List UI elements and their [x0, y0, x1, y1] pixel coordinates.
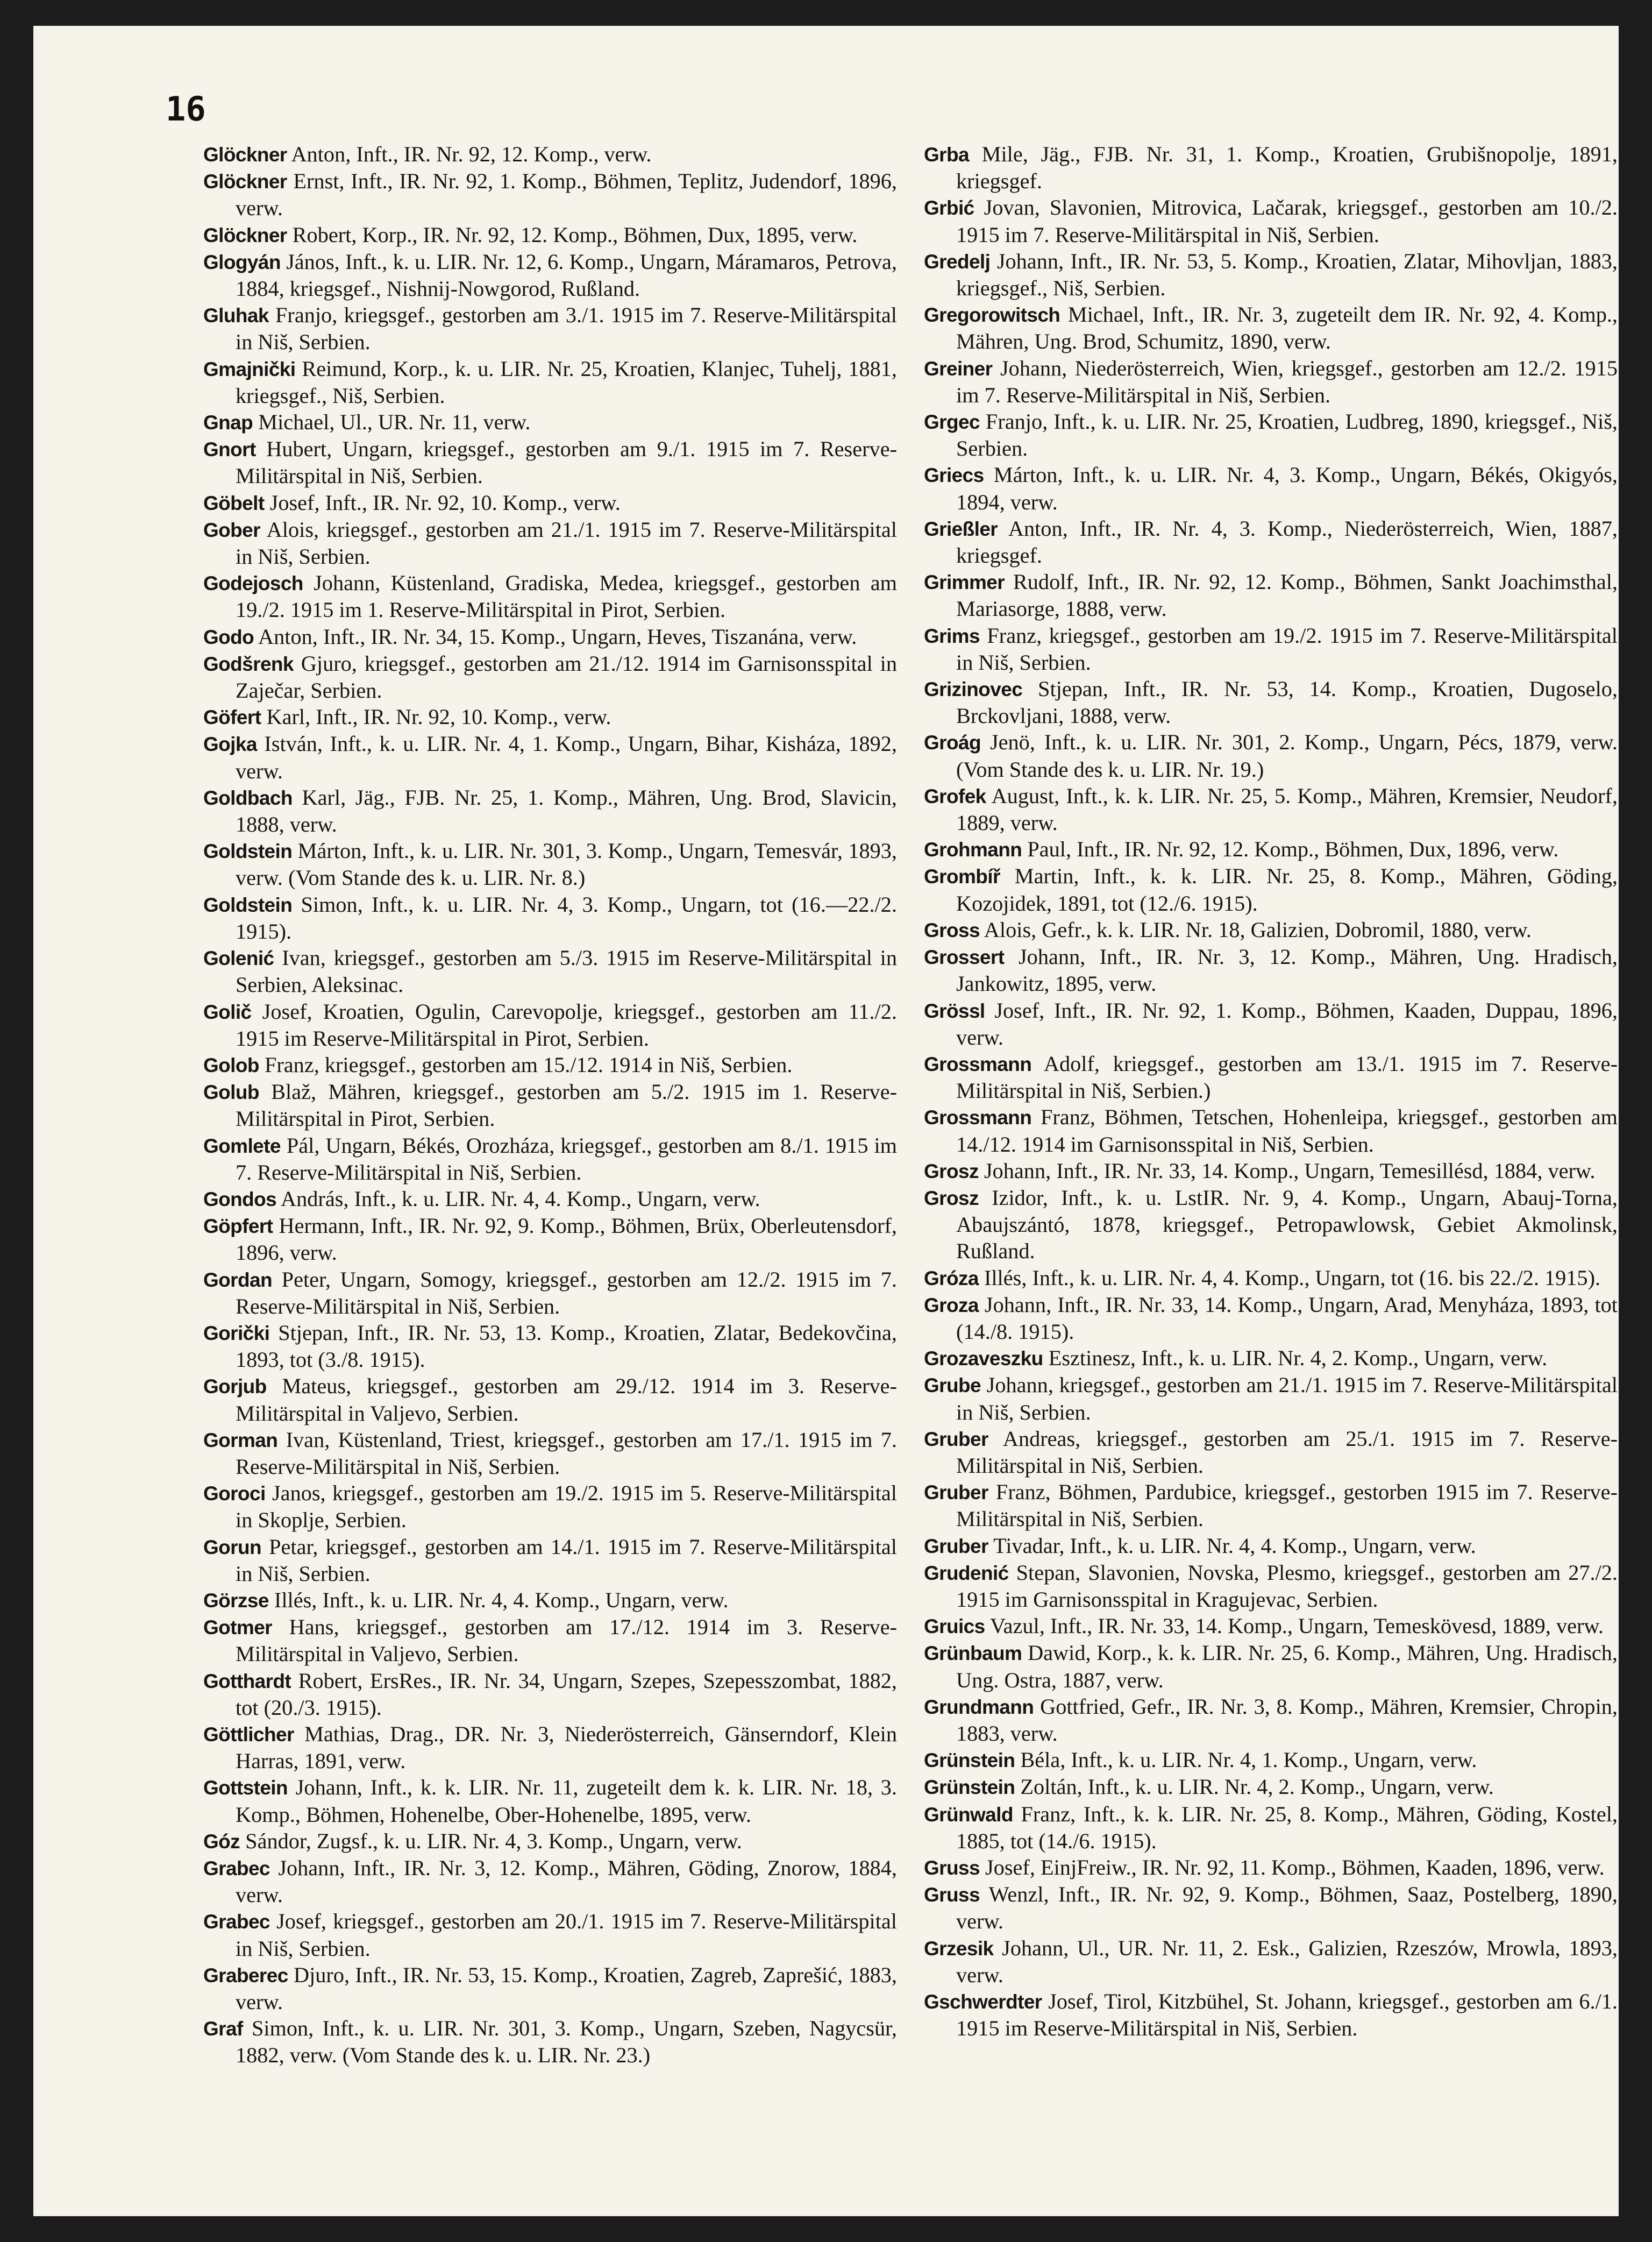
surname: Grba — [924, 144, 969, 166]
list-item — [203, 2015, 897, 2068]
list-item — [203, 945, 897, 998]
entry-details: Zoltán, Inft., k. u. LIR. Nr. 4, 2. Komp., Ungarn, verw. — [1020, 1775, 1494, 1799]
entry-details: Adolf, kriegsgef., gestorben am 13./1. 1915 im 7. Reserve-Militärspital in Niš, Serbien.) — [956, 1051, 1618, 1103]
surname: Gregorowitsch — [924, 304, 1060, 327]
list-item — [924, 1532, 1618, 1559]
list-item — [203, 516, 897, 570]
surname: Grünstein — [924, 1749, 1015, 1772]
list-item — [203, 998, 897, 1052]
entry-details: Sándor, Zugsf., k. u. LIR. Nr. 4, 3. Komp., Ungarn, verw. — [245, 1828, 742, 1853]
list-item — [924, 1773, 1618, 1800]
surname: Golenić — [203, 947, 274, 970]
list-item — [924, 1425, 1618, 1479]
entry-details: August, Inft., k. k. LIR. Nr. 25, 5. Komp., Mähren, Kremsier, Neudorf, 1889, verw. — [956, 783, 1618, 835]
entry-details: Ivan, Küstenland, Triest, kriegsgef., gestorben am 17./1. 1915 im 7. Reserve-Militärspital in Niš, Serbien. — [236, 1427, 897, 1479]
surname: Görzse — [203, 1589, 269, 1612]
surname: Grossmann — [924, 1053, 1032, 1075]
list-item — [203, 1373, 897, 1426]
list-item — [924, 1184, 1618, 1265]
surname: Gmajnički — [203, 358, 296, 380]
list-item — [203, 891, 897, 945]
surname: Grizinovec — [924, 678, 1023, 701]
list-item — [203, 623, 897, 650]
entry-details: Franz, kriegsgef., gestorben am 15./12. 1914 in Niš, Serbien. — [264, 1052, 793, 1077]
surname: Gruber — [924, 1428, 988, 1450]
surname: Golub — [203, 1081, 259, 1104]
surname: Grims — [924, 625, 980, 647]
list-item — [203, 1480, 897, 1533]
entry-details: Josef, Inft., IR. Nr. 92, 1. Komp., Böhmen, Kaaden, Duppau, 1896, verw. — [956, 998, 1618, 1049]
surname: Grünbaum — [924, 1642, 1022, 1665]
entry-details: Josef, kriegsgef., gestorben am 20./1. 1915 im 7. Reserve-Militärspital in Niš, Serbien. — [236, 1909, 897, 1961]
surname: Grosz — [924, 1187, 979, 1209]
surname: Gotmer — [203, 1616, 272, 1639]
list-item — [203, 222, 897, 249]
surname: Glöckner — [203, 144, 287, 166]
list-item — [203, 838, 897, 891]
list-item — [924, 408, 1618, 462]
list-item — [203, 1908, 897, 1961]
entry-details: Wenzl, Inft., IR. Nr. 92, 9. Komp., Böhmen, Saaz, Postelberg, 1890, verw. — [956, 1882, 1618, 1934]
entry-details: Pál, Ungarn, Békés, Orozháza, kriegsgef., gestorben am 8./1. 1915 im 7. Reserve-Militärspital in Niš, Serbien. — [236, 1133, 897, 1184]
surname: Godejosch — [203, 572, 303, 595]
list-item — [203, 1614, 897, 1667]
surname: Góz — [203, 1830, 240, 1853]
list-item — [924, 1988, 1618, 2041]
list-item — [203, 1828, 897, 1855]
surname: Göfert — [203, 706, 261, 729]
right-column — [924, 141, 1618, 2041]
surname: Griecs — [924, 464, 984, 487]
entry-details: János, Inft., k. u. LIR. Nr. 12, 6. Komp., Ungarn, Máramaros, Petrova, 1884, kriegsgef., Nishnij-Nowgorod, Rußland. — [236, 249, 897, 301]
surname: Gnap — [203, 411, 253, 434]
surname: Grosz — [924, 1160, 979, 1182]
list-item — [924, 943, 1618, 997]
entry-details: Mathias, Drag., DR. Nr. 3, Niederösterreich, Gänserndorf, Klein Harras, 1891, verw. — [236, 1721, 897, 1773]
entry-details: Josef, EinjFreiw., IR. Nr. 92, 11. Komp., Böhmen, Kaaden, 1896, verw. — [985, 1855, 1605, 1879]
entry-details: Esztinesz, Inft., k. u. LIR. Nr. 4, 2. Komp., Ungarn, verw. — [1048, 1346, 1548, 1371]
list-item — [924, 355, 1618, 408]
list-item — [203, 1186, 897, 1212]
surname: Gruss — [924, 1857, 980, 1879]
surname: Groza — [924, 1294, 979, 1316]
entry-details: Robert, ErsRes., IR. Nr. 34, Ungarn, Szepes, Szepesszombat, 1882, tot (20./3. 1915). — [236, 1668, 897, 1720]
surname: Gschwerdter — [924, 1991, 1042, 2013]
entry-details: Johann, Küstenland, Gradiska, Medea, kriegsgef., gestorben am 19./2. 1915 im 1. Reserve-Militärspital in Pirot, Serbien. — [236, 571, 897, 622]
surname: Glöckner — [203, 224, 287, 246]
list-item — [924, 1292, 1618, 1345]
entry-details: Johann, Inft., IR. Nr. 3, 12. Komp., Mähren, Ung. Hradisch, Jankowitz, 1895, verw. — [956, 945, 1618, 996]
list-item — [203, 1132, 897, 1186]
list-item — [924, 1372, 1618, 1425]
entry-details: Stjepan, Inft., IR. Nr. 53, 13. Komp., Kroatien, Zlatar, Bedekovčina, 1893, tot (3./8. 1915). — [236, 1320, 897, 1372]
surname: Gordan — [203, 1268, 272, 1291]
list-item — [203, 1721, 897, 1774]
list-item — [924, 1104, 1618, 1157]
document-page — [33, 26, 1619, 2216]
entry-details: Alois, kriegsgef., gestorben am 21./1. 1915 im 7. Reserve-Militärspital in Niš, Serbien. — [236, 517, 897, 569]
entry-details: Jovan, Slavonien, Mitrovica, Lačarak, kriegsgef., gestorben am 10./2. 1915 im 7. Reserve-Militärspital in Niš, Serbien. — [956, 195, 1618, 247]
surname: Grundmann — [924, 1695, 1034, 1718]
list-item — [924, 1935, 1618, 1988]
entry-details: Reimund, Korp., k. u. LIR. Nr. 25, Kroatien, Klanjec, Tuhelj, 1881, kriegsgef., Niš, Serbien. — [236, 356, 898, 408]
surname: Gluhak — [203, 304, 269, 327]
surname: Golič — [203, 1001, 252, 1023]
surname: Grbić — [924, 197, 974, 219]
list-item — [924, 1345, 1618, 1372]
entry-details: Béla, Inft., k. u. LIR. Nr. 4, 1. Komp., Ungarn, verw. — [1020, 1748, 1477, 1772]
left-column — [203, 141, 897, 2069]
list-item — [924, 997, 1618, 1051]
list-item — [924, 863, 1618, 916]
list-item — [203, 1534, 897, 1587]
entry-details: Andreas, kriegsgef., gestorben am 25./1. 1915 im 7. Reserve-Militärspital in Niš, Serbien. — [956, 1426, 1618, 1478]
list-item — [924, 569, 1618, 622]
surname: Goroci — [203, 1482, 266, 1505]
entry-details: Josef, Inft., IR. Nr. 92, 10. Komp., verw. — [269, 490, 621, 515]
entry-details: Franz, Inft., k. k. LIR. Nr. 25, 8. Komp., Mähren, Göding, Kostel, 1885, tot (14./6. 1915). — [956, 1801, 1618, 1853]
surname: Grimmer — [924, 571, 1005, 594]
list-item — [924, 194, 1618, 247]
entry-details: Michael, Ul., UR. Nr. 11, verw. — [258, 410, 531, 435]
surname: Gorički — [203, 1322, 270, 1344]
list-item — [203, 1668, 897, 1721]
surname: Gruss — [924, 1884, 980, 1906]
surname: Greiner — [924, 357, 993, 380]
entry-details: Petar, kriegsgef., gestorben am 14./1. 1915 im 7. Reserve-Militärspital in Niš, Serbien. — [236, 1534, 897, 1586]
entry-details: Márton, Inft., k. u. LIR. Nr. 4, 3. Komp., Ungarn, Békés, Okigyós, 1894, verw. — [956, 463, 1618, 514]
entry-details: Franjo, kriegsgef., gestorben am 3./1. 1915 im 7. Reserve-Militärspital in Niš, Serbien. — [236, 303, 897, 354]
surname: Grozaveszku — [924, 1347, 1043, 1370]
entry-details: Johann, Inft., k. k. LIR. Nr. 11, zugeteilt dem k. k. LIR. Nr. 18, 3. Komp., Böhmen, Hohenelbe, Ober-Hohenelbe, 1895, verw. — [236, 1775, 898, 1827]
list-item — [203, 730, 897, 784]
surname: Gruics — [924, 1615, 985, 1638]
entry-details: Simon, Inft., k. u. LIR. Nr. 301, 3. Komp., Ungarn, Szeben, Nagycsür, 1882, verw. (Vom Stande des k. u. LIR. Nr. 23.) — [236, 2016, 897, 2068]
surname: Gróza — [924, 1267, 979, 1289]
surname: Gross — [924, 919, 980, 941]
list-item — [924, 248, 1618, 301]
surname: Gorman — [203, 1429, 278, 1451]
entry-details: Michael, Inft., IR. Nr. 3, zugeteilt dem IR. Nr. 92, 4. Komp., Mähren, Ung. Brod, Schumitz, 1890, verw. — [956, 302, 1618, 354]
list-item — [924, 676, 1618, 729]
surname: Gruber — [924, 1535, 988, 1557]
entry-details: Izidor, Inft., k. u. LstIR. Nr. 9, 4. Komp., Ungarn, Abauj-Torna, Abaujszántó, 1878, kriegsgef., Petropawlowsk, Gebiet Akmolinsk, Rußland. — [956, 1185, 1618, 1264]
surname: Gorjub — [203, 1375, 267, 1398]
list-item — [203, 650, 897, 704]
entry-details: Ernst, Inft., IR. Nr. 92, 1. Komp., Böhmen, Teplitz, Judendorf, 1896, verw. — [236, 169, 897, 221]
entry-details: Ivan, kriegsgef., gestorben am 5./3. 1915 im Reserve-Militärspital in Serbien, Aleksinac. — [236, 946, 897, 997]
entry-details: Robert, Korp., IR. Nr. 92, 12. Komp., Böhmen, Dux, 1895, verw. — [292, 222, 858, 247]
entry-details: István, Inft., k. u. LIR. Nr. 4, 1. Komp., Ungarn, Bihar, Kisháza, 1892, verw. — [236, 732, 897, 783]
list-item — [924, 1265, 1618, 1292]
list-item — [203, 1587, 897, 1614]
page-number: 16 — [166, 89, 206, 129]
surname: Godšrenk — [203, 652, 294, 675]
surname: Goldstein — [203, 840, 293, 863]
list-item — [203, 141, 897, 168]
surname: Göpfert — [203, 1215, 273, 1238]
surname: Grgec — [924, 411, 980, 434]
entry-details: Franz, Böhmen, Tetschen, Hohenleipa, kriegsgef., gestorben am 14./12. 1914 im Garnisonsspital in Niš, Serbien. — [956, 1105, 1618, 1157]
surname: Grossmann — [924, 1106, 1032, 1129]
surname: Golob — [203, 1054, 259, 1076]
list-item — [924, 141, 1618, 194]
surname: Grudenić — [924, 1562, 1009, 1584]
surname: Glogyán — [203, 251, 281, 273]
surname: Goldstein — [203, 893, 293, 916]
surname: Grofek — [924, 785, 986, 807]
list-item — [924, 1559, 1618, 1613]
list-item — [924, 1613, 1618, 1640]
surname: Gruber — [924, 1481, 988, 1504]
list-item — [924, 1854, 1618, 1881]
list-item — [924, 462, 1618, 515]
entry-details: Vazul, Inft., IR. Nr. 33, 14. Komp., Ungarn, Temeskövesd, 1889, verw. — [989, 1614, 1604, 1638]
entry-details: Illés, Inft., k. u. LIR. Nr. 4, 4. Komp., Ungarn, tot (16. bis 22./2. 1915). — [984, 1265, 1601, 1290]
list-item — [203, 1266, 897, 1319]
surname: Grabec — [203, 1857, 270, 1879]
entry-details: Franz, kriegsgef., gestorben am 19./2. 1915 im 7. Reserve-Militärspital in Niš, Serbien. — [956, 623, 1618, 675]
surname: Gottstein — [203, 1777, 288, 1799]
list-item — [924, 1747, 1618, 1773]
entry-details: Paul, Inft., IR. Nr. 92, 12. Komp., Böhmen, Dux, 1896, verw. — [1027, 837, 1559, 862]
list-item — [203, 1079, 897, 1132]
entry-details: Tivadar, Inft., k. u. LIR. Nr. 4, 4. Komp., Ungarn, verw. — [993, 1533, 1476, 1558]
list-item — [203, 249, 897, 302]
entry-details: Hermann, Inft., IR. Nr. 92, 9. Komp., Böhmen, Brüx, Oberleutensdorf, 1896, verw. — [236, 1214, 898, 1265]
surname: Gorun — [203, 1536, 261, 1558]
entry-details: Johann, Inft., IR. Nr. 53, 5. Komp., Kroatien, Zlatar, Mihovljan, 1883, kriegsgef., Niš, Serbien. — [956, 249, 1618, 301]
list-item — [203, 1962, 897, 2015]
list-item — [203, 704, 897, 730]
entry-details: Martin, Inft., k. k. LIR. Nr. 25, 8. Komp., Mähren, Göding, Kozojidek, 1891, tot (12./6. 1915). — [956, 864, 1618, 916]
entry-details: Johann, Inft., IR. Nr. 33, 14. Komp., Ungarn, Temesillésd, 1884, verw. — [984, 1158, 1596, 1183]
entry-details: Franjo, Inft., k. u. LIR. Nr. 25, Kroatien, Ludbreg, 1890, kriegsgef., Niš, Serbien. — [956, 409, 1618, 461]
entry-details: Jenö, Inft., k. u. LIR. Nr. 301, 2. Komp., Ungarn, Pécs, 1879, verw. (Vom Stande des k. u. LIR. Nr. 19.) — [956, 730, 1618, 782]
surname: Gojka — [203, 733, 257, 756]
surname: Grombíř — [924, 865, 1000, 888]
entry-details: Blaž, Mähren, kriegsgef., gestorben am 5./2. 1915 im 1. Reserve-Militärspital in Pirot, Serbien. — [236, 1080, 897, 1131]
entry-details: Gjuro, kriegsgef., gestorben am 21./12. 1914 im Garnisonsspital in Zaječar, Serbien. — [236, 651, 897, 703]
entry-details: Stepan, Slavonien, Novska, Plesmo, kriegsgef., gestorben am 27./2. 1915 im Garnisonsspital in Kragujevac, Serbien. — [956, 1560, 1618, 1612]
list-item — [203, 1427, 897, 1480]
list-item — [924, 1051, 1618, 1104]
surname: Gotthardt — [203, 1670, 291, 1692]
surname: Godo — [203, 626, 254, 648]
surname: Grössl — [924, 999, 985, 1022]
surname: Grabec — [203, 1911, 270, 1933]
entry-details: Janos, kriegsgef., gestorben am 19./2. 1915 im 5. Reserve-Militärspital in Skoplje, Serbien. — [236, 1481, 897, 1532]
list-item — [203, 1212, 897, 1266]
list-item — [924, 917, 1618, 943]
surname: Grube — [924, 1374, 981, 1397]
surname: Grohmann — [924, 839, 1022, 861]
list-item — [924, 515, 1618, 569]
list-item — [203, 356, 897, 409]
surname: Graf — [203, 2018, 243, 2040]
list-item — [924, 1479, 1618, 1532]
surname: Grossert — [924, 946, 1005, 969]
entry-details: Stjepan, Inft., IR. Nr. 53, 14. Komp., Kroatien, Dugoselo, Brckovljani, 1888, verw. — [956, 677, 1618, 728]
entry-details: Djuro, Inft., IR. Nr. 53, 15. Komp., Kroatien, Zagreb, Zaprešić, 1883, verw. — [236, 1962, 897, 2014]
surname: Göttlicher — [203, 1723, 294, 1746]
surname: Goldbach — [203, 786, 293, 809]
entry-details: Anton, Inft., IR. Nr. 92, 12. Komp., verw. — [291, 142, 652, 166]
surname: Gomlete — [203, 1134, 281, 1157]
surname: Göbelt — [203, 492, 265, 514]
entry-details: Karl, Inft., IR. Nr. 92, 10. Komp., verw. — [266, 705, 611, 729]
entry-details: Johann, kriegsgef., gestorben am 21./1. 1915 im 7. Reserve-Militärspital in Niš, Serbien. — [956, 1373, 1618, 1424]
entry-details: Josef, Tirol, Kitzbühel, St. Johann, kriegsgef., gestorben am 6./1. 1915 im Reserve-Militärspital in Niš, Serbien. — [956, 1989, 1618, 2041]
list-item — [924, 836, 1618, 863]
list-item — [203, 302, 897, 355]
entry-details: Johann, Niederösterreich, Wien, kriegsgef., gestorben am 12./2. 1915 im 7. Reserve-Militärspital in Niš, Serbien. — [956, 356, 1618, 407]
list-item — [203, 1052, 897, 1079]
list-item — [924, 301, 1618, 354]
entry-details: Anton, Inft., IR. Nr. 34, 15. Komp., Ungarn, Heves, Tiszanána, verw. — [258, 624, 857, 649]
list-item — [924, 1801, 1618, 1854]
list-item — [203, 570, 897, 623]
entry-details: Illés, Inft., k. u. LIR. Nr. 4, 4. Komp., Ungarn, verw. — [274, 1587, 729, 1612]
surname: Groág — [924, 732, 981, 754]
surname: Gober — [203, 519, 260, 541]
entry-details: Franz, Böhmen, Pardubice, kriegsgef., gestorben 1915 im 7. Reserve-Militärspital in Niš, Serbien. — [956, 1480, 1618, 1531]
entry-details: Hubert, Ungarn, kriegsgef., gestorben am 9./1. 1915 im 7. Reserve-Militärspital in Niš, Serbien. — [236, 437, 897, 488]
entry-details: Peter, Ungarn, Somogy, kriegsgef., gestorben am 12./2. 1915 im 7. Reserve-Militärspital in Niš, Serbien. — [236, 1267, 898, 1318]
list-item — [203, 1774, 897, 1827]
entry-details: Johann, Ul., UR. Nr. 11, 2. Esk., Galizien, Rzeszów, Mrowla, 1893, verw. — [956, 1935, 1618, 1987]
entry-details: Alois, Gefr., k. k. LIR. Nr. 18, Galizien, Dobromil, 1880, verw. — [984, 917, 1532, 942]
list-item — [924, 1881, 1618, 1934]
entry-details: Anton, Inft., IR. Nr. 4, 3. Komp., Niederösterreich, Wien, 1887, kriegsgef. — [956, 516, 1618, 568]
surname: Gnort — [203, 438, 256, 461]
entry-details: Dawid, Korp., k. k. LIR. Nr. 25, 6. Komp., Mähren, Ung. Hradisch, Ung. Ostra, 1887, verw. — [956, 1641, 1618, 1692]
list-item — [203, 409, 897, 436]
list-item — [203, 1855, 897, 1908]
list-item — [203, 1319, 897, 1373]
entry-details: András, Inft., k. u. LIR. Nr. 4, 4. Komp., Ungarn, verw. — [281, 1186, 760, 1211]
entry-details: Rudolf, Inft., IR. Nr. 92, 12. Komp., Böhmen, Sankt Joachimsthal, Mariasorge, 1888, verw. — [956, 570, 1618, 621]
surname: Gondos — [203, 1188, 277, 1210]
list-item — [203, 168, 897, 221]
entry-details: Karl, Jäg., FJB. Nr. 25, 1. Komp., Mähren, Ung. Brod, Slavicin, 1888, verw. — [236, 785, 898, 837]
surname: Grießler — [924, 517, 998, 540]
list-item — [203, 436, 897, 489]
list-item — [924, 1693, 1618, 1747]
entry-details: Márton, Inft., k. u. LIR. Nr. 301, 3. Komp., Ungarn, Temesvár, 1893, verw. (Vom Stande des k. u. LIR. Nr. 8.) — [236, 839, 897, 890]
surname: Gredelj — [924, 250, 991, 273]
surname: Grzesik — [924, 1937, 994, 1960]
entry-details: Johann, Inft., IR. Nr. 33, 14. Komp., Ungarn, Arad, Menyháza, 1893, tot (14./8. 1915). — [956, 1292, 1618, 1344]
entry-details: Mile, Jäg., FJB. Nr. 31, 1. Komp., Kroatien, Grubišnopolje, 1891, kriegsgef. — [956, 142, 1618, 194]
entry-details: Johann, Inft., IR. Nr. 3, 12. Komp., Mähren, Göding, Znorow, 1884, verw. — [236, 1856, 897, 1907]
entry-details: Josef, Kroatien, Ogulin, Carevopolje, kriegsgef., gestorben am 11./2. 1915 im Reserve-Militärspital in Pirot, Serbien. — [236, 999, 897, 1051]
list-item — [924, 1158, 1618, 1184]
surname: Grünwald — [924, 1803, 1013, 1826]
list-item — [924, 729, 1618, 782]
list-item — [203, 784, 897, 838]
entry-details: Gottfried, Gefr., IR. Nr. 3, 8. Komp., Mähren, Kremsier, Chropin, 1883, verw. — [956, 1694, 1618, 1746]
list-item — [924, 1640, 1618, 1693]
surname: Graberec — [203, 1964, 288, 1986]
surname: Grünstein — [924, 1776, 1015, 1799]
surname: Glöckner — [203, 171, 287, 193]
entry-details: Hans, kriegsgef., gestorben am 17./12. 1914 im 3. Reserve-Militärspital in Valjevo, Serbien. — [236, 1615, 897, 1666]
list-item — [924, 622, 1618, 676]
list-item — [924, 783, 1618, 836]
entry-details: Simon, Inft., k. u. LIR. Nr. 4, 3. Komp., Ungarn, tot (16.—22./2. 1915). — [236, 892, 897, 943]
entry-details: Mateus, kriegsgef., gestorben am 29./12. 1914 im 3. Reserve-Militärspital in Valjevo, Serbien. — [236, 1374, 897, 1425]
list-item — [203, 489, 897, 516]
